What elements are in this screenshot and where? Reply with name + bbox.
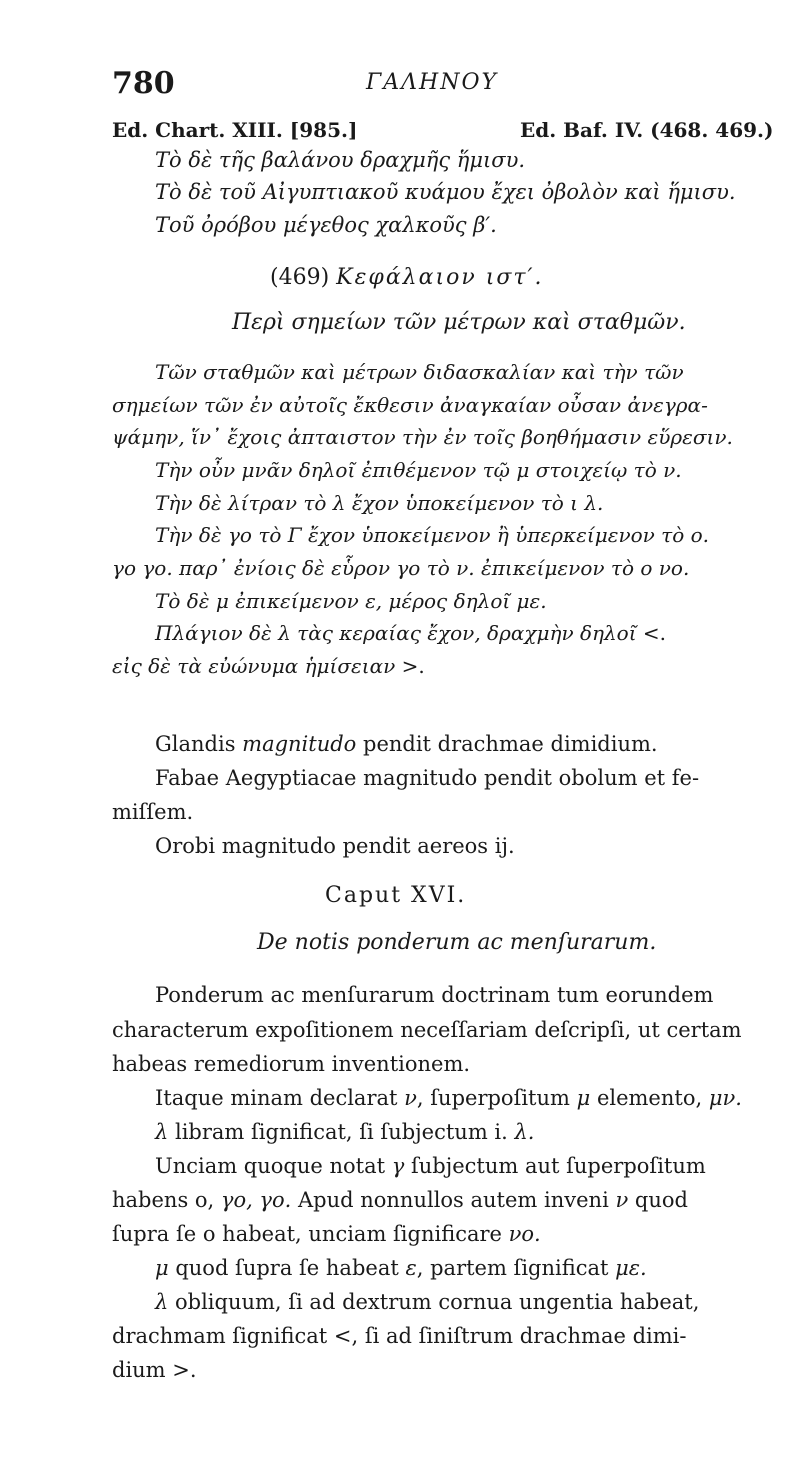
greek-line: Τὴν δὲ γο τὸ Γ ἔχον ὑποκείμενον ἢ ὑπερκείμενον τὸ ο.: [155, 523, 710, 547]
latin-line: [112, 1358, 197, 1382]
latin-text: quod: [628, 1188, 688, 1212]
latin-chapter-title: De notis ponderum ac menſurarum.: [257, 930, 657, 955]
greek-chapter-number: (469): [270, 265, 330, 290]
latin-text: drachmam ſignificat: [112, 1324, 334, 1348]
latin-line: characterum expoſitionem neceſſariam deſcripſi, ut certam: [112, 1018, 742, 1042]
greek-letter: λ: [155, 1290, 169, 1314]
drachma-symbol: <: [333, 1324, 352, 1348]
half-drachma-symbol: >.: [172, 1358, 197, 1382]
latin-line: [112, 1222, 541, 1246]
latin-line: [155, 1086, 742, 1110]
edition-ref-left: Ed. Chart. XIII. [985.]: [112, 118, 358, 142]
latin-text: dium: [112, 1358, 173, 1382]
greek-letter: με.: [615, 1256, 647, 1280]
greek-letter: λ: [155, 1120, 169, 1144]
latin-line: [155, 1256, 647, 1280]
latin-text: Apud nonnullos autem inveni: [291, 1188, 616, 1212]
greek-line: Τὸ δὲ τοῦ Αἰγυπτιακοῦ κυάμου ἔχει ὀβολὸν καὶ ἥμισυ.: [155, 180, 736, 204]
latin-line: Fabae Aegyptiacae magnitudo pendit obolum et fe-: [155, 766, 700, 790]
greek-line: Τὴν οὖν μνᾶν δηλοῖ ἐπιθέμενον τῷ μ στοιχείῳ τὸ ν.: [155, 458, 682, 482]
greek-line: [155, 621, 666, 645]
greek-line: ψάμην, ἵν᾿ ἔχοις ἀπταιστον τὴν ἐν τοῖς βοηθήμασιν εὕρεσιν.: [112, 425, 733, 449]
greek-letter: νο.: [508, 1222, 541, 1246]
greek-chapter-heading: [270, 265, 544, 290]
greek-chapter-word: Κεφάλαιον ιστ′.: [336, 265, 544, 290]
latin-text: Unciam quoque notat: [155, 1154, 392, 1178]
half-drachma-symbol: >.: [401, 654, 425, 678]
latin-line: Orobi magnitudo pendit aereos ij.: [155, 834, 515, 858]
latin-text: Itaque minam declarat: [155, 1086, 405, 1110]
greek-line: [112, 654, 425, 678]
greek-chapter-title: Περὶ σημείων τῶν μέτρων καὶ σταθμῶν.: [232, 310, 686, 335]
greek-letter: γ: [391, 1154, 405, 1178]
latin-text: , ſi ad ſiniſtrum drachmae dimi-: [351, 1324, 687, 1348]
latin-line: [155, 732, 658, 756]
greek-text: εἰς δὲ τὰ εὐώνυμα ἡμίσειαν: [112, 654, 396, 678]
greek-line: Τὸ δὲ τῆς βαλάνου δραχμῆς ἥμισυ.: [155, 148, 526, 172]
latin-text: quod ſupra ſe habeat: [168, 1256, 406, 1280]
latin-line: miſſem.: [112, 800, 194, 824]
greek-line: Τὸ δὲ μ ἐπικείμενον ε, μέρος δηλοῖ με.: [155, 589, 547, 613]
greek-letter: γο, γο.: [220, 1188, 292, 1212]
greek-letter: ν: [404, 1086, 417, 1110]
drachma-symbol: <.: [642, 621, 667, 645]
latin-line: [112, 1324, 686, 1348]
page-number: 780: [112, 66, 175, 101]
greek-line: Τὴν δὲ λίτραν τὸ λ ἔχον ὑποκείμενον τὸ ι λ.: [155, 491, 604, 515]
greek-letter: ν: [615, 1188, 629, 1212]
latin-line: habeas remediorum inventionem.: [112, 1052, 471, 1076]
greek-text: Πλάγιον δὲ λ τὰς κεραίας ἔχον, δραχμὴν δηλοῖ: [155, 621, 637, 645]
greek-letter: μ: [155, 1256, 169, 1280]
greek-line: γο γο. παρ᾿ ἐνίοις δὲ εὗρον γο τὸ ν. ἐπικείμενον τὸ ο νο.: [112, 556, 690, 580]
greek-letter: μν.: [708, 1086, 742, 1110]
latin-line: [155, 1290, 699, 1314]
latin-line: [155, 1154, 706, 1178]
greek-line: Τοῦ ὀρόβου μέγεθος χαλκοῦς β′.: [155, 213, 497, 237]
page-header: [0, 66, 800, 106]
latin-text: habens o,: [112, 1188, 221, 1212]
latin-text: ſubjectum aut ſuperpoſitum: [404, 1154, 706, 1178]
greek-line: Τῶν σταθμῶν καὶ μέτρων διδασκαλίαν καὶ τὴν τῶν: [155, 360, 684, 384]
latin-text: obliquum, ſi ad dextrum cornua ungentia habeat,: [168, 1290, 700, 1314]
latin-line: [112, 1188, 688, 1212]
latin-text: , ſuperpoſitum: [416, 1086, 577, 1110]
latin-line: [155, 1120, 534, 1144]
latin-text: , partem ſignificat: [416, 1256, 616, 1280]
running-title: ΓΑΛΗΝΟΥ: [366, 70, 499, 95]
latin-text: elemento,: [590, 1086, 709, 1110]
latin-text: pendit drachmae dimidium.: [356, 732, 658, 756]
latin-chapter-heading: Caput XVI.: [325, 883, 467, 908]
edition-ref-right: Ed. Baf. IV. (468. 469.): [520, 118, 774, 142]
latin-italic: magnitudo: [242, 732, 357, 756]
greek-letter: ε: [405, 1256, 417, 1280]
latin-text: ſupra ſe o habeat, unciam ſignificare: [112, 1222, 509, 1246]
latin-text: libram ſignificat, ſi ſubjectum i.: [168, 1120, 515, 1144]
greek-letter: μ: [576, 1086, 591, 1110]
latin-line: Ponderum ac menſurarum doctrinam tum eorundem: [155, 983, 714, 1007]
greek-letter: λ.: [514, 1120, 535, 1144]
latin-text: Glandis: [155, 732, 243, 756]
greek-line: σημείων τῶν ἐν αὐτοῖς ἔκθεσιν ἀναγκαίαν οὖσαν ἀνεγρα-: [112, 393, 708, 417]
